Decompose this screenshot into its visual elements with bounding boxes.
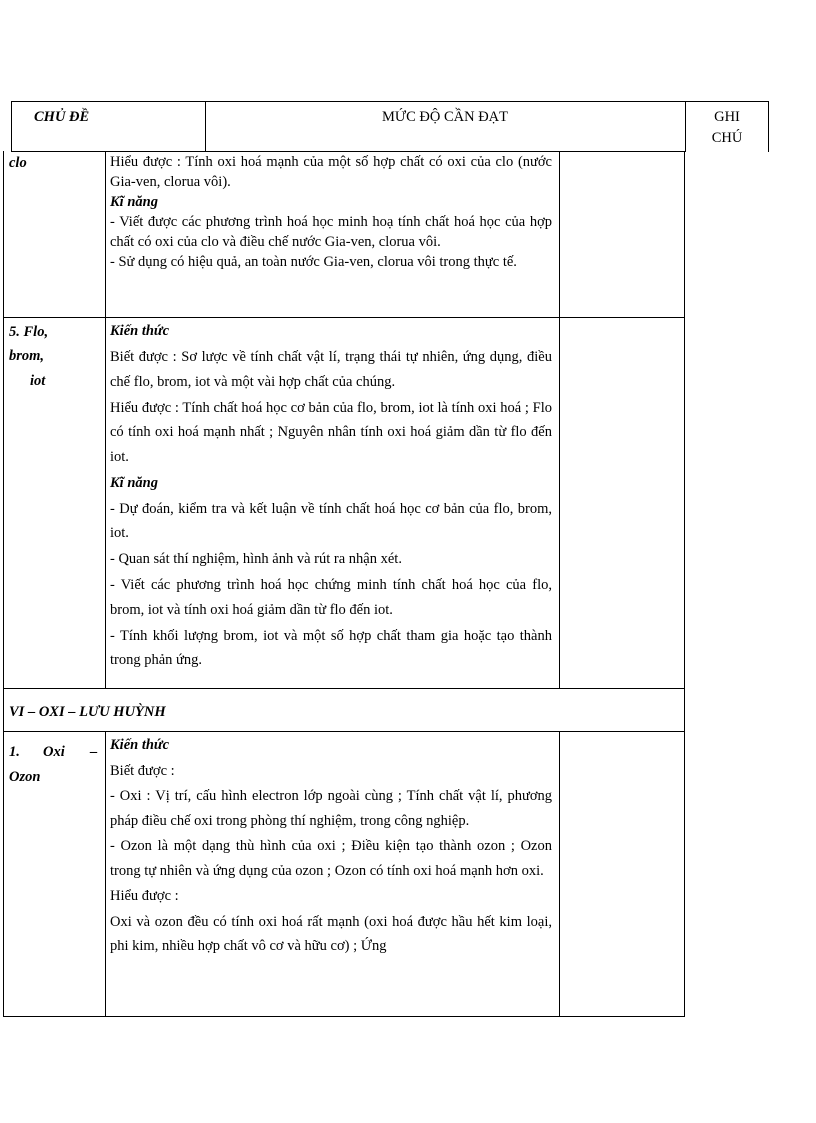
header-top-border <box>11 101 768 102</box>
body-right-border <box>684 151 685 1017</box>
content-heading: Kiến thức <box>110 737 170 753</box>
row-separator-1 <box>3 317 685 318</box>
col-divider-topic <box>105 151 106 689</box>
row-topic-line: brom, <box>9 348 45 364</box>
content-line: - Tính khối lượng brom, iot và một số hợp chất tham gia hoặc tạo thành trong phản ứng. <box>110 627 552 668</box>
col-divider-topic-last <box>105 731 106 1017</box>
content-line: - Oxi : Vị trí, cấu hình electron lớp ngoài cùng ; Tính chất vật lí, phương pháp điều chế oxi trong phòng thí nghiệm, trong công nghiệp. <box>110 788 552 829</box>
header-right-border <box>768 101 769 152</box>
row-content <box>110 733 552 960</box>
content-line: Biết được : Sơ lược về tính chất vật lí, trạng thái tự nhiên, ứng dụng, điều chế flo, brom, iot và một vài hợp chất của chúng. <box>110 349 552 390</box>
content-heading: Kĩ năng <box>110 194 158 210</box>
row-topic-part: Oxi <box>43 744 65 760</box>
body-left-border <box>3 151 4 1017</box>
header-left-border <box>11 101 12 152</box>
row-content <box>110 152 552 272</box>
content-line: - Dự đoán, kiểm tra và kết luận về tính chất hoá học cơ bản của flo, brom, iot. <box>110 500 552 541</box>
content-line: - Quan sát thí nghiệm, hình ảnh và rút ra nhận xét. <box>110 551 402 567</box>
header-topic: CHỦ ĐỀ <box>34 109 90 125</box>
col-divider-notes <box>559 151 560 689</box>
row-content <box>110 319 552 674</box>
content-line: - Viết được các phương trình hoá học minh hoạ tính chất hoá học của hợp chất có oxi của clo và điều chế nước Gia-ven, clorua vôi. <box>110 214 552 250</box>
content-line: Hiểu được : Tính chất hoá học cơ bản của flo, brom, iot là tính oxi hoá ; Flo có tính oxi hoá mạnh nhất ; Nguyên nhân tính oxi hoá giảm dần từ flo đến iot. <box>110 399 552 465</box>
content-line: - Sử dụng có hiệu quả, an toàn nước Gia-ven, clorua vôi trong thực tế. <box>110 254 517 270</box>
section-title: VI – OXI – LƯU HUỲNH <box>9 704 166 720</box>
content-line: - Viết các phương trình hoá học chứng minh tính chất hoá học của flo, brom, iot và tính oxi hoá giảm dần từ flo đến iot. <box>110 577 552 618</box>
row-topic: clo <box>9 155 27 171</box>
content-line: Biết được : <box>110 762 175 779</box>
row-topic-line: Ozon <box>9 769 41 785</box>
header-notes-line1: GHI <box>714 109 740 125</box>
content-heading: Kĩ năng <box>110 474 158 491</box>
header-notes-line2: CHÚ <box>711 130 743 146</box>
content-heading: Kiến thức <box>110 323 170 339</box>
content-line: Hiểu được : Tính oxi hoá mạnh của một số hợp chất có oxi của clo (nước Gia-ven, clorua vôi). <box>110 154 552 190</box>
row-separator-2 <box>3 688 685 689</box>
content-line: Oxi và ozon đều có tính oxi hoá rất mạnh (oxi hoá được hầu hết kim loại, phi kim, nhiều hợp chất vô cơ và hữu cơ) ; Ứng <box>110 913 552 954</box>
content-line: Hiểu được : <box>110 888 179 904</box>
content-line: - Ozon là một dạng thù hình của oxi ; Điều kiện tạo thành ozon ; Ozon trong tự nhiên và ứng dụng của ozon ; Ozon có tính oxi hoá mạnh hơn oxi. <box>110 838 552 879</box>
row-topic-line: iot <box>30 373 46 389</box>
col-divider-notes-last <box>559 731 560 1017</box>
row-topic-part: 1. <box>9 744 20 760</box>
header-level: MỨC ĐỘ CẦN ĐẠT <box>381 109 509 125</box>
row-topic-line: 5. Flo, <box>9 324 49 340</box>
row-topic-part: – <box>90 744 98 760</box>
